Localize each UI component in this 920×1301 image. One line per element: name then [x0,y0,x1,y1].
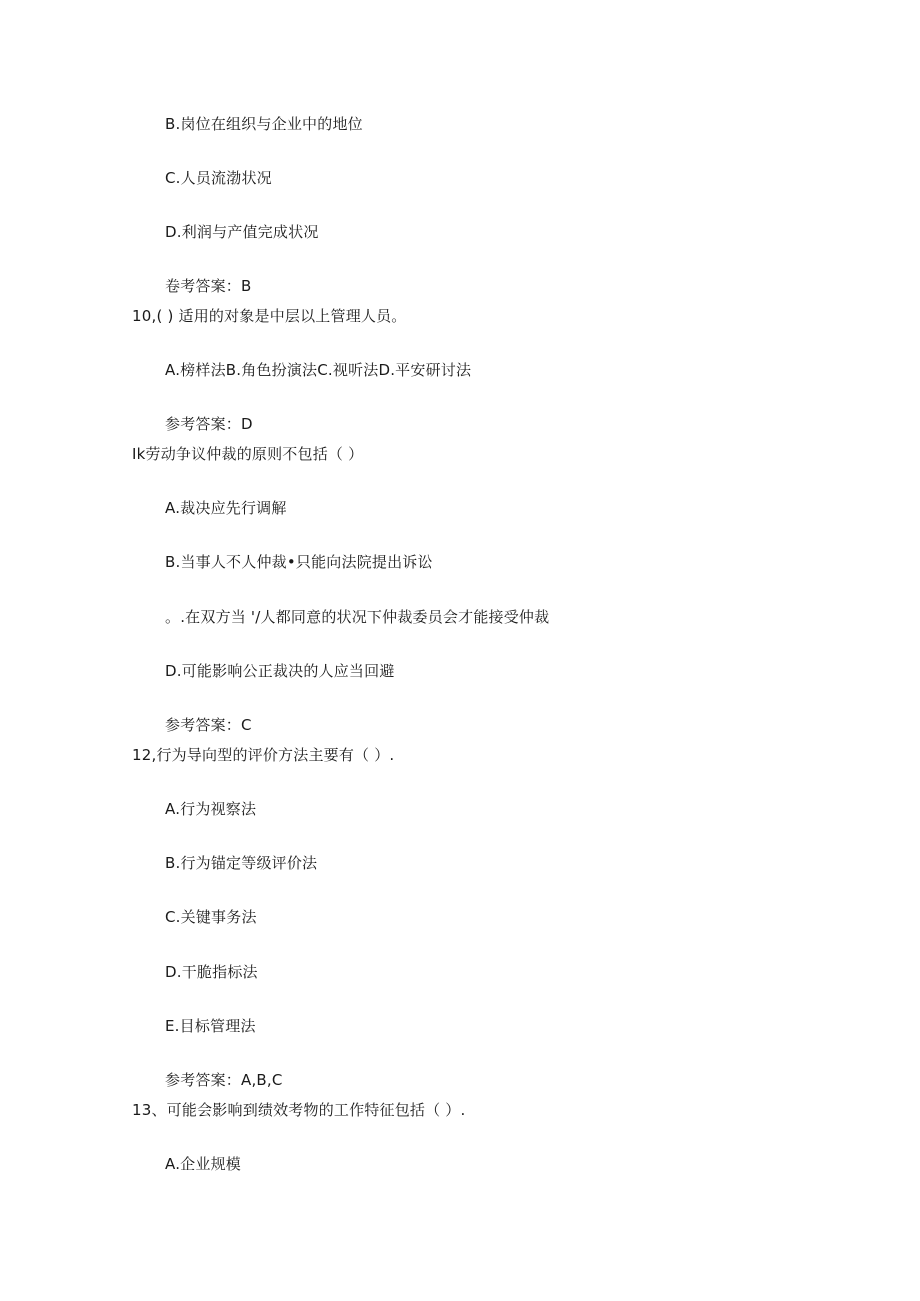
option-line: C.人员流渤状况 [165,169,272,187]
question-line: 10,( ) 适用的对象是中层以上管理人员。 [132,307,407,325]
option-line: D.干脆指标法 [165,963,258,981]
question-line: Ik劳动争议仲裁的原则不包括（ ） [132,445,364,463]
option-line: D.利润与产值完成状况 [165,223,319,241]
option-line: B.当事人不人仲裁•只能向法院提出诉讼 [165,553,433,571]
question-line: 12,行为导向型的评价方法主要有（ ）. [132,746,395,764]
answer-line: 卷考答案：B [165,277,252,295]
option-line: A.裁决应先行调解 [165,499,287,517]
option-line: E.目标管理法 [165,1017,256,1035]
answer-line: 参考答案：A,B,C [165,1071,283,1089]
option-line: B.行为锚定等级评价法 [165,854,318,872]
option-line: D.可能影响公正裁决的人应当回避 [165,662,395,680]
option-line: B.岗位在组织与企业中的地位 [165,115,363,133]
option-line: A.榜样法B.角色扮演法C.视听法D.平安研讨法 [165,361,472,379]
option-line: 。.在双方当 '/人都同意的状况下仲裁委员会才能接受仲裁 [165,608,550,626]
question-line: 13、可能会影响到绩效考物的工作特征包括（ ）. [132,1101,466,1119]
option-line: C.关键事务法 [165,908,257,926]
option-line: A.行为视察法 [165,800,257,818]
answer-line: 参考答案：D [165,415,253,433]
option-line: A.企业规模 [165,1155,241,1173]
answer-line: 参考答案：C [165,716,252,734]
